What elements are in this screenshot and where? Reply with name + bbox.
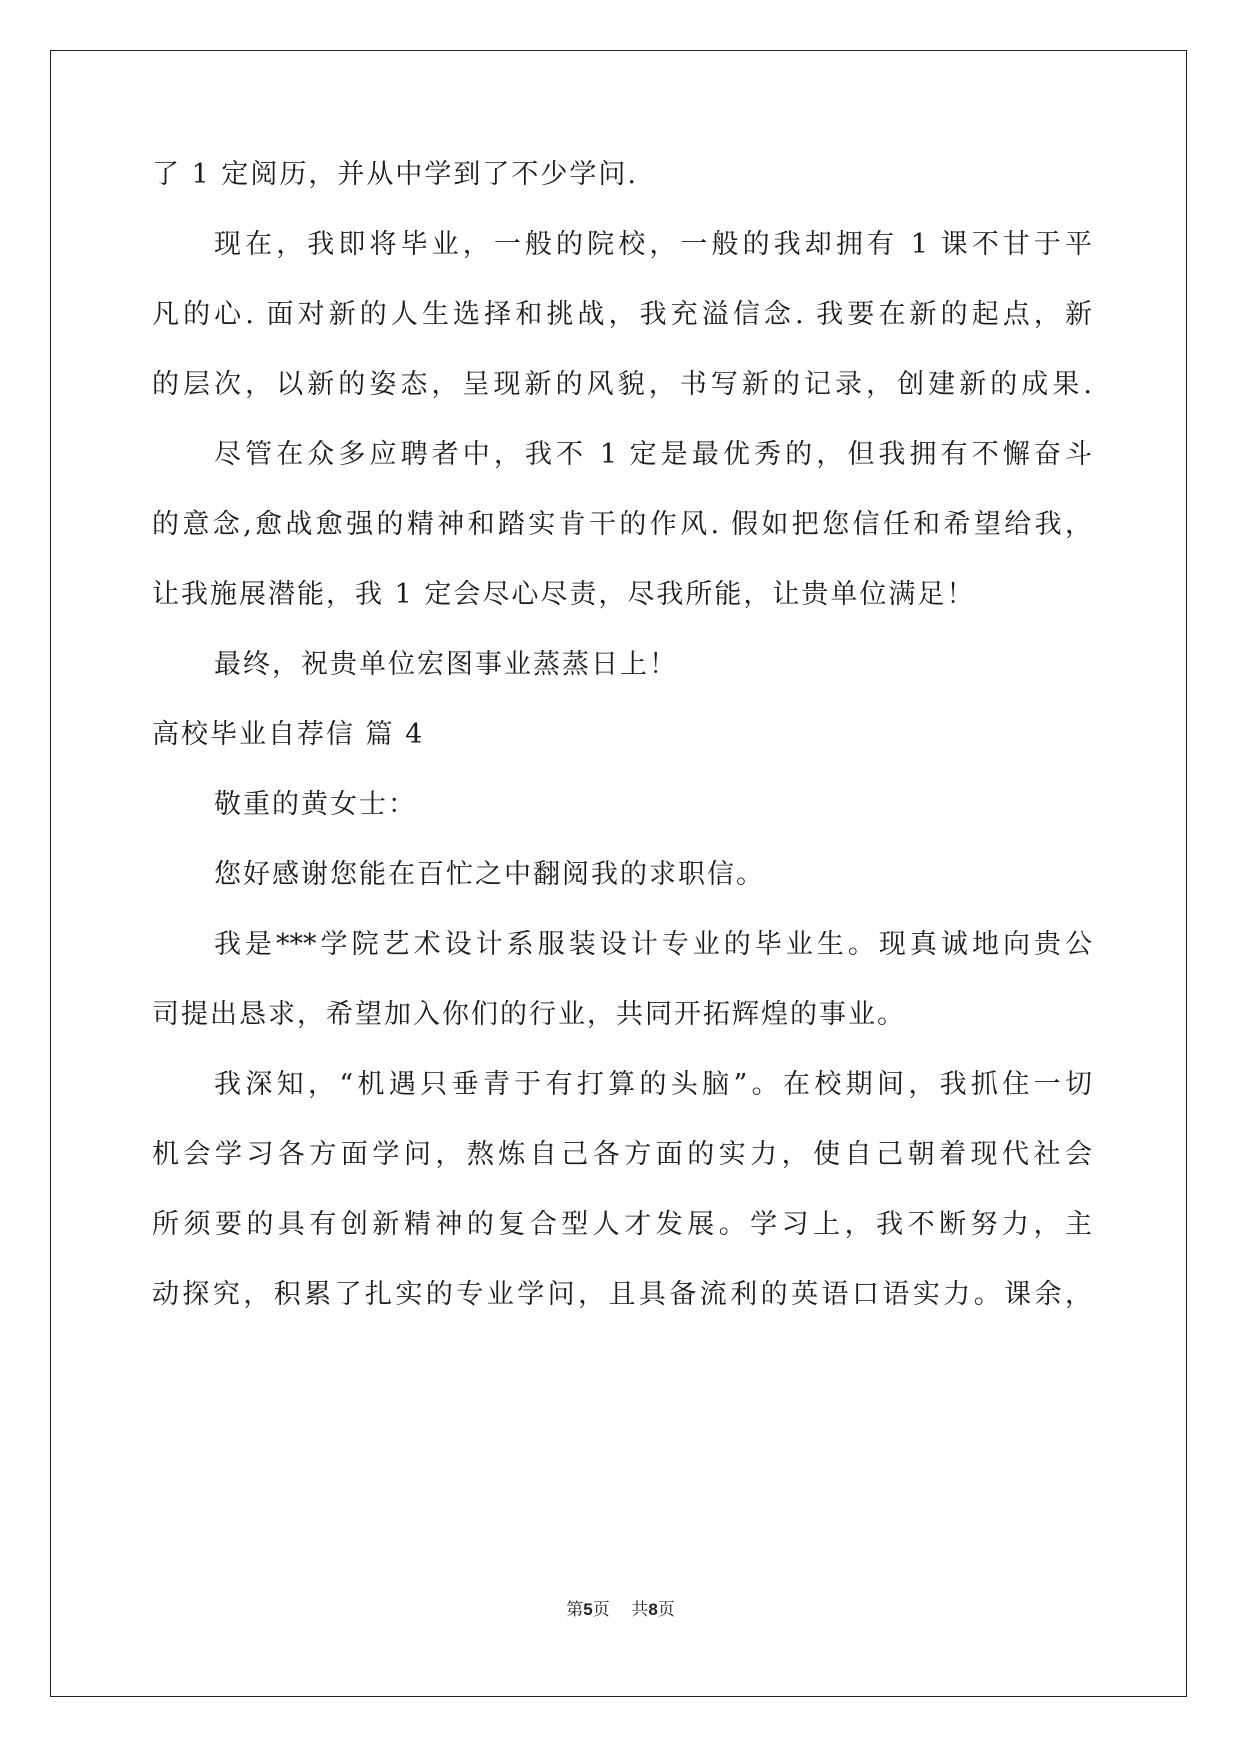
section-heading: 高校毕业自荐信 篇 4 bbox=[152, 719, 425, 750]
body-line: 凡的心. 面对新的人生选择和挑战，我充溢信念. 我要在新的起点，新 bbox=[152, 299, 1092, 330]
body-line: 了 1 定阅历，并从中学到了不少学问. bbox=[152, 159, 638, 190]
body-line: 尽管在众多应聘者中，我不 1 定是最优秀的，但我拥有不懈奋斗 bbox=[214, 439, 1092, 470]
page-number: 5 bbox=[583, 1600, 593, 1619]
body-line: 司提出恳求，希望加入你们的行业，共同开拓辉煌的事业。 bbox=[152, 999, 906, 1030]
body-line: 我是***学院艺术设计系服装设计专业的毕业生。现真诚地向贵公 bbox=[214, 929, 1092, 960]
footer-middle: 页 共 bbox=[592, 1600, 649, 1620]
footer-suffix: 页 bbox=[657, 1600, 675, 1620]
body-line: 最终，祝贵单位宏图事业蒸蒸日上！ bbox=[214, 649, 678, 680]
body-line: 机会学习各方面学问，熬炼自己各方面的实力，使自己朝着现代社会 bbox=[152, 1139, 1092, 1170]
salutation: 敬重的黄女士： bbox=[214, 789, 417, 820]
footer-prefix: 第 bbox=[566, 1600, 584, 1620]
total-pages: 8 bbox=[648, 1600, 658, 1619]
body-line: 动探究，积累了扎实的专业学问，且具备流利的英语口语实力。课余， bbox=[152, 1279, 1092, 1310]
body-line: 让我施展潜能，我 1 定会尽心尽责，尽我所能，让贵单位满足！ bbox=[152, 579, 976, 610]
body-line: 您好感谢您能在百忙之中翻阅我的求职信。 bbox=[214, 859, 765, 890]
body-line: 我深知，“机遇只垂青于有打算的头脑”。在校期间，我抓住一切 bbox=[214, 1069, 1092, 1100]
page-footer bbox=[0, 1598, 1241, 1622]
body-line: 现在，我即将毕业，一般的院校，一般的我却拥有 1 课不甘于平 bbox=[214, 229, 1092, 260]
body-line: 所须要的具有创新精神的复合型人才发展。学习上，我不断努力，主 bbox=[152, 1209, 1092, 1240]
body-line: 的意念,愈战愈强的精神和踏实肯干的作风. 假如把您信任和希望给我， bbox=[152, 509, 1092, 540]
body-line: 的层次，以新的姿态，呈现新的风貌，书写新的记录，创建新的成果. bbox=[152, 369, 1092, 400]
